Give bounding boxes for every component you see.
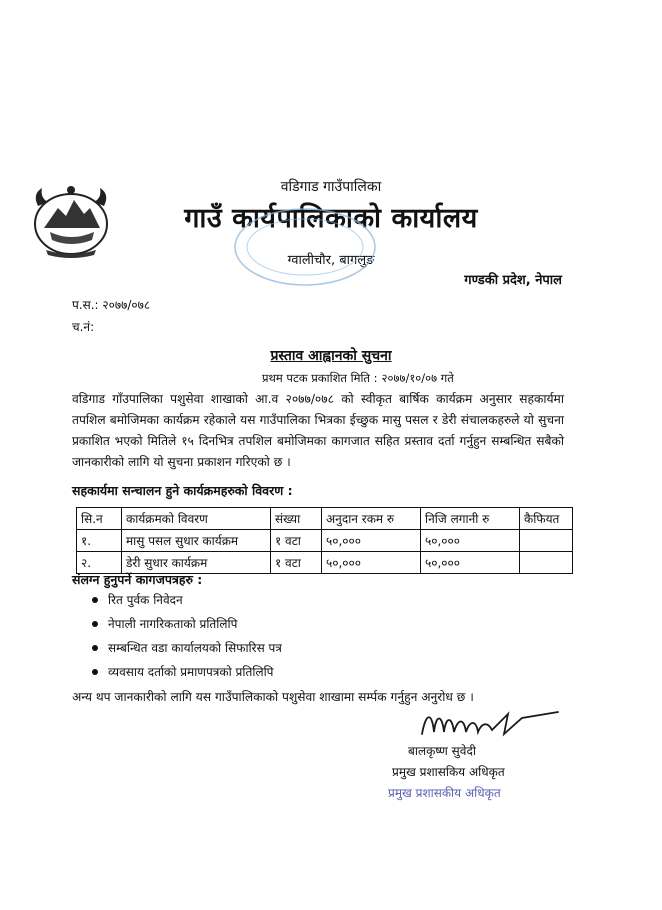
- col-sn: सि.न: [77, 508, 122, 530]
- cell-description: मासु पसल सुधार कार्यक्रम: [122, 530, 271, 552]
- cell-quantity: १ वटा: [271, 552, 322, 574]
- office-seal-stamp: [230, 205, 380, 290]
- document-item: नेपाली नागरिकताको प्रतिलिपि: [108, 617, 238, 631]
- bullet-icon: [92, 645, 98, 651]
- cell-private: ५०,०००: [421, 552, 520, 574]
- province-label: गण्डकी प्रदेश, नेपाल: [464, 273, 562, 288]
- col-private: निजि लगानी रु: [421, 508, 520, 530]
- signer-name: बालकृष्ण सुवेदी: [408, 744, 476, 758]
- published-label: प्रथम पटक प्रकाशित मिति :: [262, 371, 378, 385]
- designation-stamp: प्रमुख प्रशासकीय अधिकृत: [388, 786, 501, 800]
- list-item: [92, 660, 282, 684]
- closing-request: अन्य थप जानकारीको लागि यस गाउँपालिकाको पशुसेवा शाखामा सर्म्पक गर्नुहुन अनुरोध छ ।: [72, 690, 474, 704]
- cell-grant: ५०,०००: [322, 552, 421, 574]
- published-date: [262, 371, 454, 386]
- published-value: २०७७/१०/०७ गते: [381, 371, 454, 385]
- col-grant: अनुदान रकम रु: [322, 508, 421, 530]
- col-quantity: संख्या: [271, 508, 322, 530]
- cell-sn: १.: [77, 530, 122, 552]
- programs-heading: सहकार्यमा सन्चालन हुने कार्यक्रमहरुको विवरण :: [72, 483, 293, 498]
- reference-number: प.स.: २०७७/०७८: [72, 298, 151, 312]
- programs-table: [76, 507, 573, 574]
- document-item: सम्बन्धित वडा कार्यालयको सिफारिस पत्र: [108, 641, 282, 655]
- bullet-icon: [92, 669, 98, 675]
- signer-title: प्रमुख प्रशासकिय अधिकृत: [392, 765, 505, 779]
- col-description: कार्यक्रमको विवरण: [122, 508, 271, 530]
- document-item: रित पुर्वक निवेदन: [108, 593, 183, 607]
- signature-mark: [412, 704, 562, 746]
- col-remarks: कैफियत: [520, 508, 573, 530]
- office-title: गाउँ कार्यपालिकाको कार्यालय: [184, 203, 478, 234]
- office-address: ग्वालीचौर, बागलुङ: [287, 253, 375, 268]
- cell-quantity: १ वटा: [271, 530, 322, 552]
- cell-grant: ५०,०००: [322, 530, 421, 552]
- documents-list: [92, 588, 282, 684]
- bullet-icon: [92, 621, 98, 627]
- notice-body: वडिगाड गाँउपालिका पशुसेवा शाखाको आ.व २०७७/०७८ को स्वीकृत बार्षिक कार्यक्रम अनुसार सहकार्यमा तपशिल बमोजिमका कार्यक्रम रहेकाले यस गाउँपालिका भित्रका ईच्छुक मासु पसल र डेरी संचालकहरुले यो सुचना प्रकाशित भएको मितिले १५ दिनभित्र तपशिल बमोजिमका कागजात सहित प्रस्ताव दर्ता गर्नुहुन सम्बन्धित सबैको जानकारीको लागि यो सुचना प्रकाशन गरिएको छ ।: [72, 392, 564, 469]
- list-item: [92, 636, 282, 660]
- dispatch-number: च.नं:: [72, 320, 95, 334]
- cell-remarks: [520, 530, 573, 552]
- cell-private: ५०,०००: [421, 530, 520, 552]
- cell-description: डेरी सुधार कार्यक्रम: [122, 552, 271, 574]
- table-row: [77, 530, 573, 552]
- list-item: [92, 612, 282, 636]
- documents-heading: संलग्न हुनुपर्ने कागजपत्रहरु :: [72, 572, 203, 587]
- table-header-row: [77, 508, 573, 530]
- notice-title: प्रस्ताव आह्वानको सुचना: [270, 348, 392, 364]
- cell-remarks: [520, 552, 573, 574]
- list-item: [92, 588, 282, 612]
- cell-sn: २.: [77, 552, 122, 574]
- municipality-name: वडिगाड गाउँपालिका: [280, 179, 382, 195]
- bullet-icon: [92, 597, 98, 603]
- document-item: व्यवसाय दर्ताको प्रमाणपत्रको प्रतिलिपि: [108, 665, 274, 679]
